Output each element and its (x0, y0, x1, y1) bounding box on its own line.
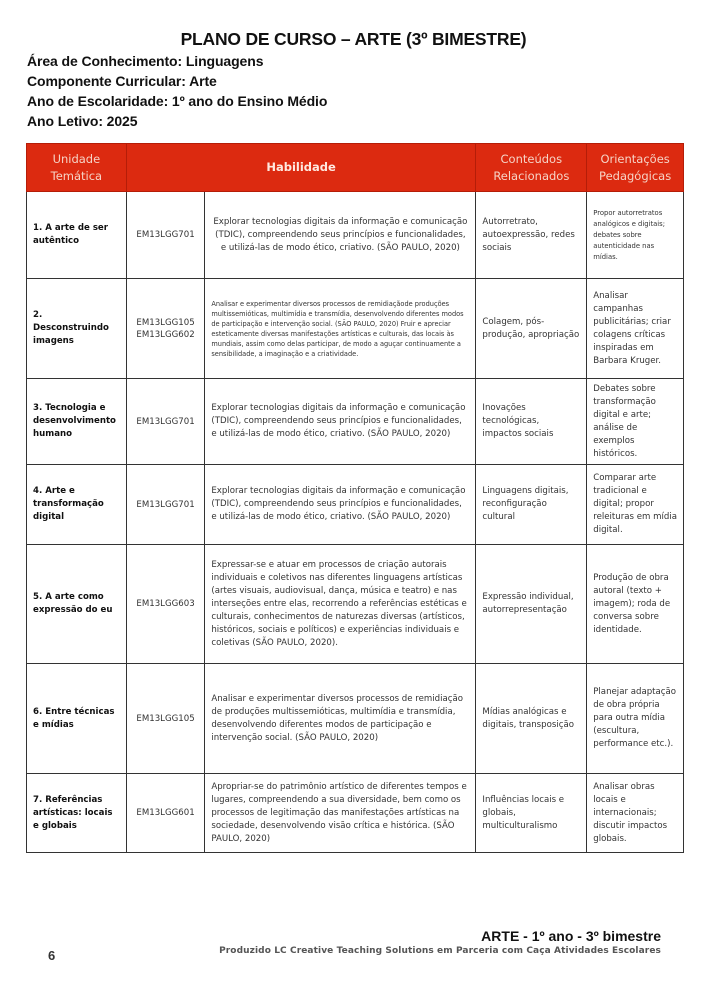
header-habilidade: Habilidade (126, 144, 476, 192)
table-row (27, 664, 684, 774)
cell-orientacoes: Propor autorretratos analógicos e digitais; debates sobre autenticidade nas mídias. (587, 192, 684, 279)
cell-codigo: EM13LGG105 (126, 664, 205, 774)
cell-habilidade: Expressar-se e atuar em processos de criação autorais individuais e coletivos nas diferentes linguagens artísticas (artes visuais, audiovisual, dança, música e teatro) e nas interseções entre elas, recorrendo a referências estéticas e culturais, conhecimentos de naturezas diversas (artísticos, históricos, sociais e políticos) e experiências individuais e coletivas (SÃO PAULO, 2020). (205, 545, 476, 664)
table-row (27, 279, 684, 379)
footer-credit: Produzido LC Creative Teaching Solutions em Parceria com Caça Atividades Escolares (219, 946, 661, 956)
cell-orientacoes: Comparar arte tradicional e digital; propor releituras em mídia digital. (587, 465, 684, 545)
cell-codigo: EM13LGG701 (126, 465, 205, 545)
cell-codigo: EM13LGG105 EM13LGG602 (126, 279, 205, 379)
course-plan-table (26, 143, 684, 853)
cell-codigo: EM13LGG701 (126, 379, 205, 465)
header-unidade: Unidade Temática (27, 144, 127, 192)
meta-ano-letivo: Ano Letivo: 2025 (27, 113, 138, 129)
cell-orientacoes: Analisar obras locais e internacionais; discutir impactos globais. (587, 774, 684, 853)
cell-codigo: EM13LGG701 (126, 192, 205, 279)
cell-orientacoes: Produção de obra autoral (texto + imagem); roda de conversa sobre identidade. (587, 545, 684, 664)
cell-unidade: 1. A arte de ser autêntico (27, 192, 127, 279)
cell-orientacoes: Debates sobre transformação digital e arte; análise de exemplos históricos. (587, 379, 684, 465)
cell-habilidade: Analisar e experimentar diversos processos de remidiaçãode produções multissemióticas, multimídia e transmídia, desenvolvendo diferentes modos de participação e intervenção social. (SÃO PAULO, 2020) Fruir e apreciar esteticamente diversas manifestações artísticas e culturais, das locais às mundiais, assim como delas participar, de modo a aguçar continuamente a sensibilidade, a imaginação e a criatividade. (205, 279, 476, 379)
cell-habilidade: Analisar e experimentar diversos processos de remidiação de produções multissemióticas, multimídia e transmídia, desenvolvendo diferentes modos de participação e intervenção social. (SÃO PAULO, 2020) (205, 664, 476, 774)
cell-orientacoes: Analisar campanhas publicitárias; criar colagens críticas inspiradas em Barbara Kruger. (587, 279, 684, 379)
cell-unidade: 3. Tecnologia e desenvolvimento humano (27, 379, 127, 465)
cell-conteudos: Expressão individual, autorrepresentação (476, 545, 587, 664)
cell-unidade: 6. Entre técnicas e mídias (27, 664, 127, 774)
cell-unidade: 5. A arte como expressão do eu (27, 545, 127, 664)
cell-conteudos: Mídias analógicas e digitais, transposição (476, 664, 587, 774)
cell-habilidade: Explorar tecnologias digitais da informação e comunicação (TDIC), compreendendo seus princípios e funcionalidades, e utilizá-las de modo ético, criativo. (SÃO PAULO, 2020) (205, 379, 476, 465)
cell-unidade: 7. Referências artísticas: locais e globais (27, 774, 127, 853)
table-row (27, 774, 684, 853)
cell-unidade: 2. Desconstruindo imagens (27, 279, 127, 379)
cell-orientacoes: Planejar adaptação de obra própria para outra mídia (escultura, performance etc.). (587, 664, 684, 774)
cell-habilidade: Apropriar-se do patrimônio artístico de diferentes tempos e lugares, compreendendo a sua diversidade, bem como os processos de legitimação das manifestações artísticas na sociedade, desenvolvendo visão crítica e histórica. (SÃO PAULO, 2020) (205, 774, 476, 853)
header-orientacoes: Orientações Pedagógicas (587, 144, 684, 192)
cell-codigo: EM13LGG601 (126, 774, 205, 853)
cell-habilidade: Explorar tecnologias digitais da informação e comunicação (TDIC), compreendendo seus princípios e funcionalidades, e utilizá-las de modo ético, criativo. (SÃO PAULO, 2020) (205, 192, 476, 279)
cell-unidade: 4. Arte e transformação digital (27, 465, 127, 545)
table-row (27, 379, 684, 465)
meta-ano-escolaridade: Ano de Escolaridade: 1º ano do Ensino Médio (27, 93, 328, 109)
table-row (27, 545, 684, 664)
table-row (27, 192, 684, 279)
cell-habilidade: Explorar tecnologias digitais da informação e comunicação (TDIC), compreendendo seus princípios e funcionalidades, e utilizá-las de modo ético, criativo. (SÃO PAULO, 2020) (205, 465, 476, 545)
cell-conteudos: Influências locais e globais, multiculturalismo (476, 774, 587, 853)
cell-conteudos: Linguagens digitais, reconfiguração cultural (476, 465, 587, 545)
cell-conteudos: Autorretrato, autoexpressão, redes sociais (476, 192, 587, 279)
table-header-row (27, 144, 684, 192)
page-number: 6 (48, 948, 56, 963)
cell-conteudos: Inovações tecnológicas, impactos sociais (476, 379, 587, 465)
meta-area: Área de Conhecimento: Linguagens (27, 53, 264, 69)
table-row (27, 465, 684, 545)
cell-conteudos: Colagem, pós-produção, apropriação (476, 279, 587, 379)
header-conteudos: Conteúdos Relacionados (476, 144, 587, 192)
page-title: PLANO DE CURSO – ARTE (3º BIMESTRE) (180, 29, 527, 49)
cell-codigo: EM13LGG603 (126, 545, 205, 664)
meta-componente: Componente Curricular: Arte (27, 73, 217, 89)
footer-subject: ARTE - 1º ano - 3º bimestre (481, 928, 661, 944)
